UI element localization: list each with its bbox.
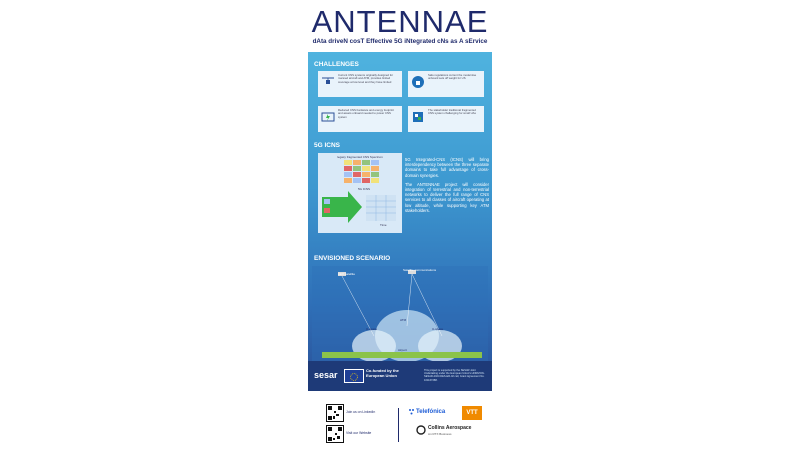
challenge-text: The stakeholder traditional fragmented CNS system challenging for small UAs [428, 108, 476, 116]
content-panel [308, 52, 492, 390]
challenge-text: Reduced CNS hardware and energy footprint and assets onboard needed to power CNS system [338, 108, 394, 119]
sesar-logo: sesar [314, 370, 338, 380]
challenge-card [318, 106, 402, 132]
icns-diagram [318, 153, 402, 233]
lock-icon [411, 75, 425, 89]
collins-subtitle: An RTX Business [428, 432, 452, 436]
icns-paragraph: The ANTENNAE project will consider integration of terrestrial and non-terrestrial networks to deliver the full range of CNS services to all classes of aircraft operating at low altitude, while supporting key ATM stakeholders. [405, 181, 489, 213]
section-title-challenges: CHALLENGES [314, 61, 359, 68]
poster-subtitle: dAta driveN cosT Effective 5G iNtegrated cNs as A sErvice [312, 38, 488, 45]
scenario-label: U-space [366, 327, 378, 331]
arrow-label: 5G ICNS [358, 187, 371, 191]
linkedin-link[interactable]: Join us on LinkedIn [346, 410, 376, 414]
scenario-label: Airport [398, 348, 407, 352]
spectrum-graphic [318, 153, 402, 233]
eu-flag-icon [344, 369, 364, 383]
challenge-text: Safe regulations current the modernise onboard sets off weight for US [428, 73, 477, 81]
scenario-label: ATM [400, 318, 407, 322]
section-title-scenario: ENVISIONED SCENARIO [314, 255, 391, 262]
drone-icon [321, 75, 335, 89]
energy-icon [321, 110, 335, 124]
icns-paragraph: 5G Integrated-CNS (ICNS) will bring interdependency between the three separate domains to take full advantage of cross-domain synergies. [405, 157, 489, 178]
collins-icon [416, 425, 426, 435]
vtt-logo: VTT [462, 406, 482, 420]
time-label: Time [380, 223, 387, 227]
collins-logo: Collins Aerospace [428, 425, 472, 431]
telefonica-logo: Telefónica [416, 409, 446, 415]
poster [304, 0, 496, 450]
linkedin-qr[interactable] [326, 404, 344, 422]
cofunded-label: Co-funded by the European Union [366, 368, 399, 378]
challenge-card [318, 71, 402, 97]
section-title-icns: 5G ICNS [314, 142, 341, 149]
challenge-text: Current CNS systems originally designed for manned aircraft and ATM, provides limited coverage at low level and they have limited [338, 73, 394, 84]
scenario-label: LEO satellite [338, 272, 356, 276]
telefonica-icon [408, 408, 415, 416]
footer-divider [398, 408, 399, 442]
scenario-label: U-space [432, 327, 444, 331]
icns-description [405, 157, 489, 213]
poster-title: ANTENNAE [311, 4, 489, 39]
network-icon [411, 110, 425, 124]
challenge-card [408, 71, 484, 97]
website-qr[interactable] [326, 425, 344, 443]
scenario-label: Satellite communications [403, 268, 437, 272]
spectrum-label: legacy fragmented CNS Spectrum [337, 155, 383, 159]
challenge-card [408, 106, 484, 132]
grant-text: This project is supported by the SESAR Joint Undertaking under the European Union's HORIZON-SESAR-2023-DES-ER-02 call, Grant Agreement No. 101167288. [424, 369, 485, 382]
website-link[interactable]: Visit our Website [346, 431, 372, 435]
